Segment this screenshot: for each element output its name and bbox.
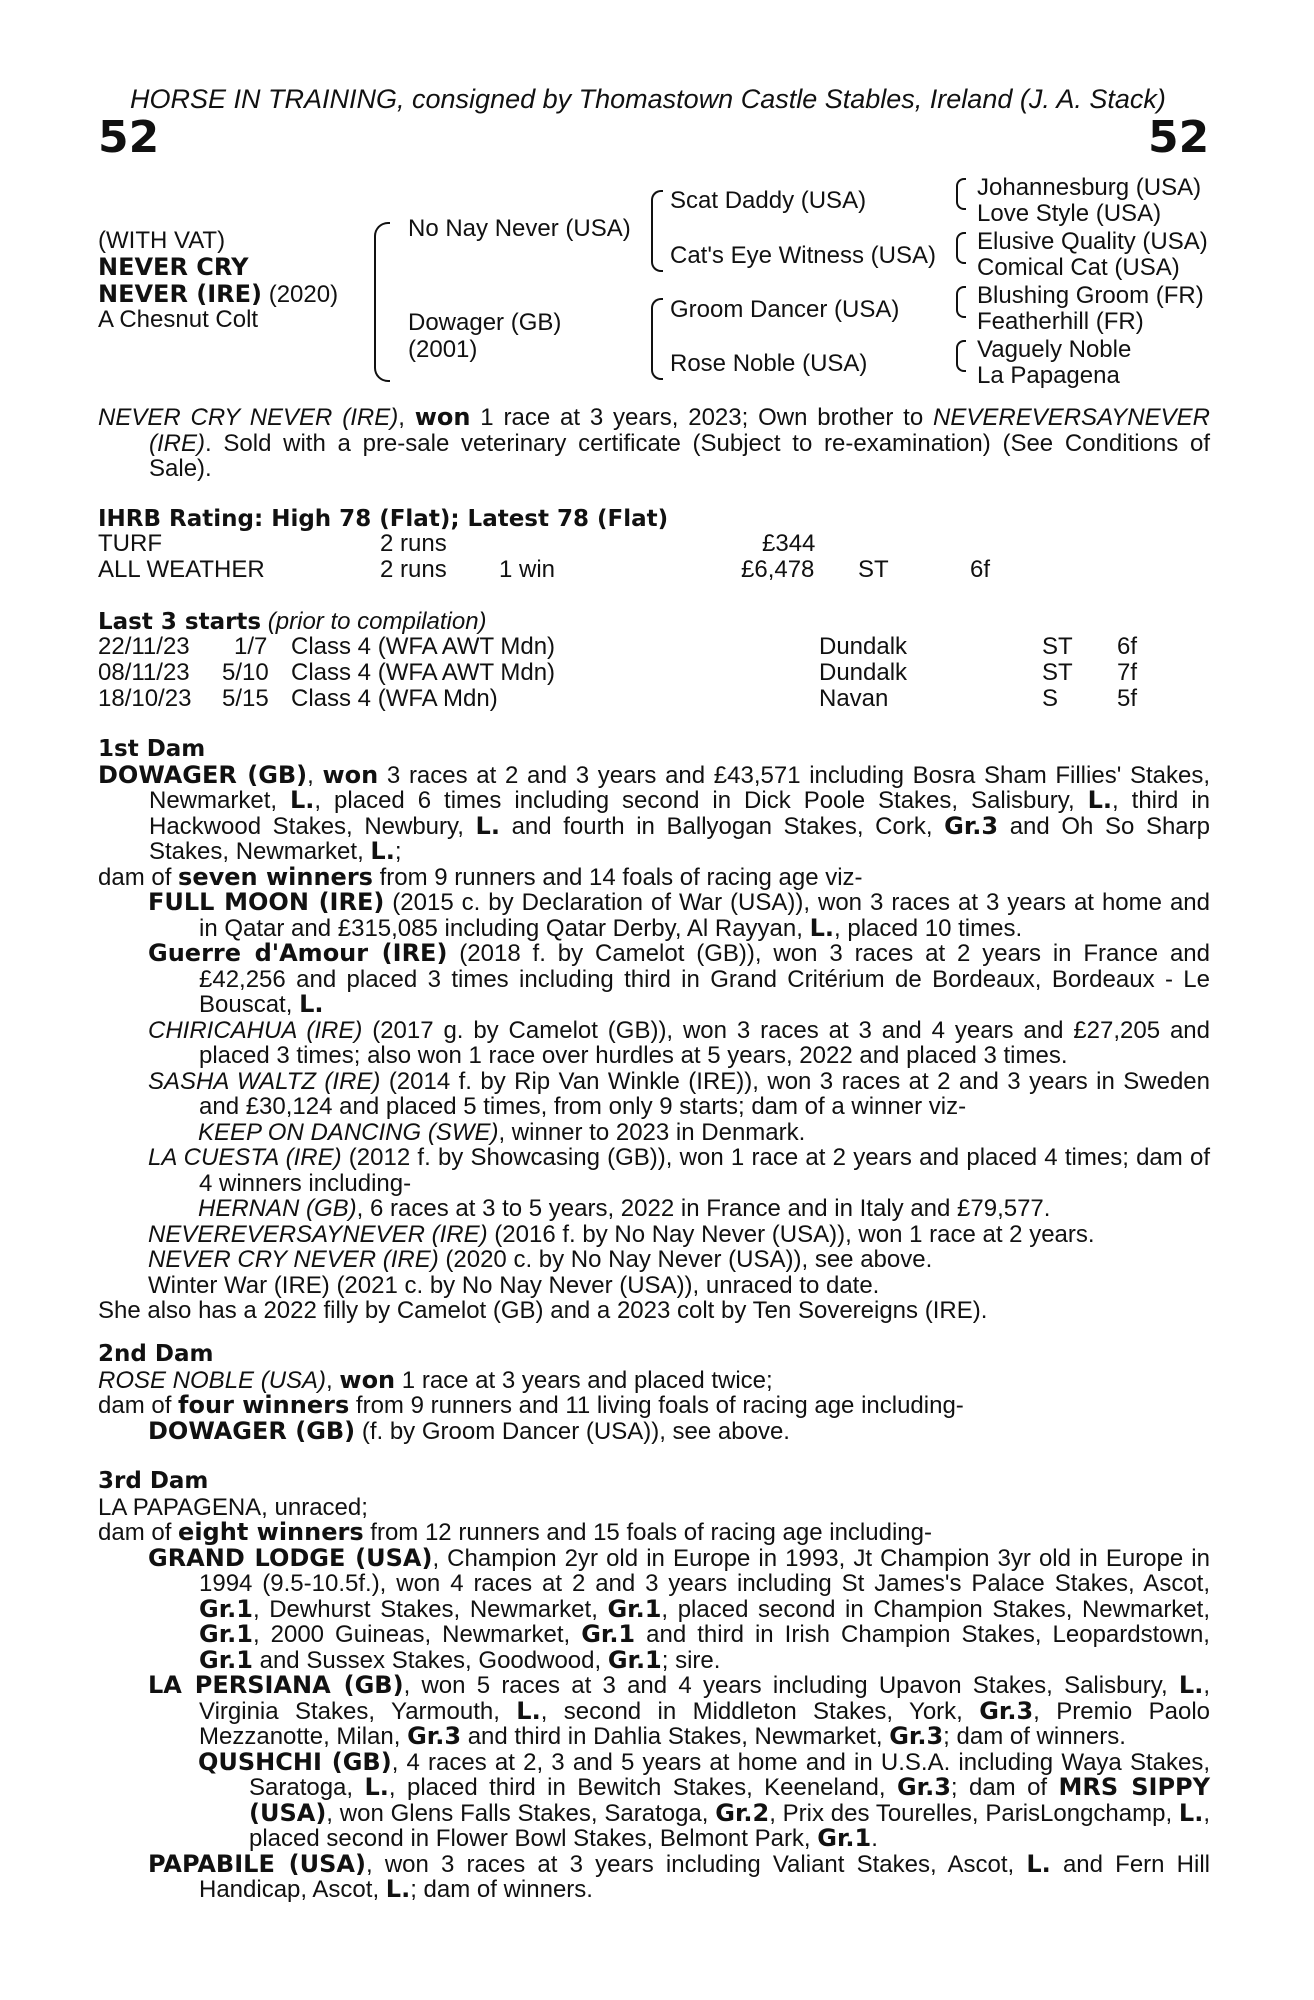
list-item: KEEP ON DANCING (SWE), winner to 2023 in Denmark. — [198, 1118, 806, 1146]
list-item: SASHA WALTZ (IRE) (2014 f. by Rip Van Winkle (IRE)), won 3 races at 2 and 3 years in Sweden and £30,124 and placed 5 times, from only 9 starts; dam of a winner viz- — [148, 1067, 1210, 1120]
third-dam-produce: dam of eight winners from 12 runners and 15 foals of racing age including- — [98, 1518, 932, 1546]
rating-title: IHRB Rating: High 78 (Flat); Latest 78 (Flat) — [98, 506, 669, 532]
lot-number-left: 52 — [98, 112, 160, 163]
start-row: 22/11/23 1/7 Class 4 (WFA AWT Mdn) Dundalk ST 6f — [98, 633, 1138, 660]
pedigree-brace-main — [374, 222, 390, 382]
pedigree-gsire1: Scat Daddy (USA) — [670, 187, 867, 214]
pedigree-gsire2: Groom Dancer (USA) — [670, 296, 900, 323]
pedigree-ggs-6: Featherhill (FR) — [977, 308, 1144, 335]
pedigree-brace-gg3 — [956, 286, 966, 318]
list-item: LA CUESTA (IRE) (2012 f. by Showcasing (GB)), won 1 race at 2 years and placed 4 times; dam of 4 winners including- — [148, 1144, 1211, 1197]
pedigree-dam: Dowager (GB) — [408, 309, 562, 336]
last-starts-title: Last 3 starts (prior to compilation) — [98, 608, 487, 635]
start-row: 18/10/23 5/15 Class 4 (WFA Mdn) Navan S 5f — [98, 685, 1138, 712]
list-item: PAPABILE (USA), won 3 races at 3 years including Valiant Stakes, Ascot, L. and Fern Hill Handicap, Ascot, L.; dam of winners. — [148, 1849, 1211, 1903]
first-dam-section — [98, 737, 1210, 1324]
pedigree-ggs-7: Vaguely Noble — [977, 336, 1132, 363]
start-row: 08/11/23 5/10 Class 4 (WFA AWT Mdn) Dundalk ST 7f — [98, 659, 1138, 686]
list-item: FULL MOON (IRE) (2015 c. by Declaration of War (USA)), won 3 races at 3 years at home and in Qatar and £315,085 including Qatar Derby, Al Rayyan, L., placed 10 times. — [148, 888, 1210, 942]
list-item: DOWAGER (GB) (f. by Groom Dancer (USA)), see above. — [148, 1416, 790, 1445]
pedigree-ggs-3: Elusive Quality (USA) — [977, 228, 1208, 255]
pedigree-gdam2: Rose Noble (USA) — [670, 350, 868, 377]
list-item: Winter War (IRE) (2021 c. by No Nay Never (USA)), unraced to date. — [148, 1271, 880, 1299]
first-dam-heading: 1st Dam — [98, 736, 206, 762]
rating-row-aw: ALL WEATHER 2 runs 1 win £6,478 ST 6f — [98, 556, 991, 583]
list-item: Guerre d'Amour (IRE) (2018 f. by Camelot (GB)), won 3 races at 2 years in France and £42,256 and placed 3 times including third in Grand Critérium de Bordeaux, Bordeaux - Le Bouscat, L. — [148, 939, 1210, 1018]
lot-number-right: 52 — [1148, 112, 1210, 163]
pedigree-ggs-1: Johannesburg (USA) — [977, 174, 1202, 201]
horse-description: A Chesnut Colt — [98, 306, 259, 333]
second-dam-section — [98, 1342, 1210, 1444]
pedigree-gdam1: Cat's Eye Witness (USA) — [670, 242, 936, 269]
list-item: HERNAN (GB), 6 races at 3 to 5 years, 2022 in France and in Italy and £79,577. — [198, 1195, 1051, 1222]
pedigree-brace-gg2 — [956, 232, 966, 264]
second-dam-produce: dam of four winners from 9 runners and 11 living foals of racing age including- — [98, 1391, 964, 1419]
list-item: NEVER CRY NEVER (IRE) (2020 c. by No Nay Never (USA)), see above. — [148, 1246, 933, 1273]
list-item: NEVEREVERSAYNEVER (IRE) (2016 f. by No Nay Never (USA)), won 1 race at 2 years. — [148, 1220, 1095, 1248]
list-item: CHIRICAHUA (IRE) (2017 g. by Camelot (GB)), won 3 races at 3 and 4 years and £27,205 and placed 3 times; also won 1 race over hurdles at 5 years, 2022 and placed 3 times. — [148, 1016, 1210, 1069]
pedigree-ggs-8: La Papagena — [977, 362, 1120, 389]
first-dam-note: She also has a 2022 filly by Camelot (GB) and a 2023 colt by Ten Sovereigns (IRE). — [98, 1297, 988, 1324]
list-item: QUSHCHI (GB), 4 races at 2, 3 and 5 years at home and in U.S.A. including Waya Stakes, Saratoga, L., placed third in Bewitch Stakes, Keeneland, Gr.3; dam of MRS SIPPY (USA), won Glens Falls Stakes, Saratoga, Gr.2, Prix des Tourelles, ParisLongchamp, L., placed second in Flower Bowl Stakes, Belmont Park, Gr.1. — [198, 1747, 1211, 1852]
pedigree-brace-sire — [651, 190, 663, 272]
page-header: HORSE IN TRAINING, consigned by Thomastown Castle Stables, Ireland (J. A. Stack) — [130, 84, 1166, 114]
summary-paragraph: NEVER CRY NEVER (IRE), won 1 race at 3 years, 2023; Own brother to NEVEREVERSAYNEVER (IRE). Sold with a pre-sale veterinary certificate (Subject to re-examination) (See Conditions of Sale). — [98, 403, 1210, 482]
third-dam-heading: 3rd Dam — [98, 1468, 209, 1494]
pedigree-brace-gg4 — [956, 340, 966, 372]
pedigree-sire: No Nay Never (USA) — [408, 215, 631, 242]
horse-name-line2: NEVER (IRE) (2020) — [98, 280, 339, 308]
third-dam-section — [98, 1469, 1210, 1903]
list-item: GRAND LODGE (USA), Champion 2yr old in Europe in 1993, Jt Champion 3yr old in Europe in 1994 (9.5-10.5f.), won 4 races at 2 and 3 years including St James's Palace Stakes, Ascot, Gr.1, Dewhurst Stakes, Newmarket, Gr.1, placed second in Champion Stakes, Newmarket, Gr.1, 2000 Guineas, Newmarket, Gr.1 and third in Irish Champion Stakes, Leopardstown, Gr.1 and Sussex Stakes, Goodwood, Gr.1; sire. — [148, 1543, 1210, 1674]
list-item: LA PERSIANA (GB), won 5 races at 3 and 4 years including Upavon Stakes, Salisbury, L., Virginia Stakes, Yarmouth, L., second in Middleton Stakes, York, Gr.3, Premio Paolo Mezzanotte, Milan, Gr.3 and third in Dahlia Stakes, Newmarket, Gr.3; dam of winners. — [148, 1671, 1211, 1750]
pedigree-ggs-4: Comical Cat (USA) — [977, 254, 1180, 281]
vat-note: (WITH VAT) — [98, 227, 226, 254]
pedigree-dam-year: (2001) — [408, 336, 478, 363]
second-dam-heading: 2nd Dam — [98, 1341, 214, 1367]
horse-name-line1: NEVER CRY — [98, 253, 249, 281]
pedigree-brace-dam — [651, 298, 663, 380]
rating-row-turf: TURF 2 runs £344 — [98, 530, 816, 557]
pedigree-brace-gg1 — [956, 178, 966, 210]
first-dam-produce: dam of seven winners from 9 runners and 14 foals of racing age viz- — [98, 862, 863, 891]
second-dam-record: ROSE NOBLE (USA), won 1 race at 3 years and placed twice; — [98, 1365, 773, 1394]
third-dam-record: LA PAPAGENA, unraced; — [98, 1493, 368, 1521]
pedigree-ggs-2: Love Style (USA) — [977, 200, 1162, 227]
first-dam-record: DOWAGER (GB), won 3 races at 2 and 3 years and £43,571 including Bosra Sham Fillies' Stakes, Newmarket, L., placed 6 times including second in Dick Poole Stakes, Salisbury, L., third in Hackwood Stakes, Newbury, L. and fourth in Ballyogan Stakes, Cork, Gr.3 and Oh So Sharp Stakes, Newmarket, L.; — [98, 760, 1210, 865]
pedigree-ggs-5: Blushing Groom (FR) — [977, 282, 1204, 309]
